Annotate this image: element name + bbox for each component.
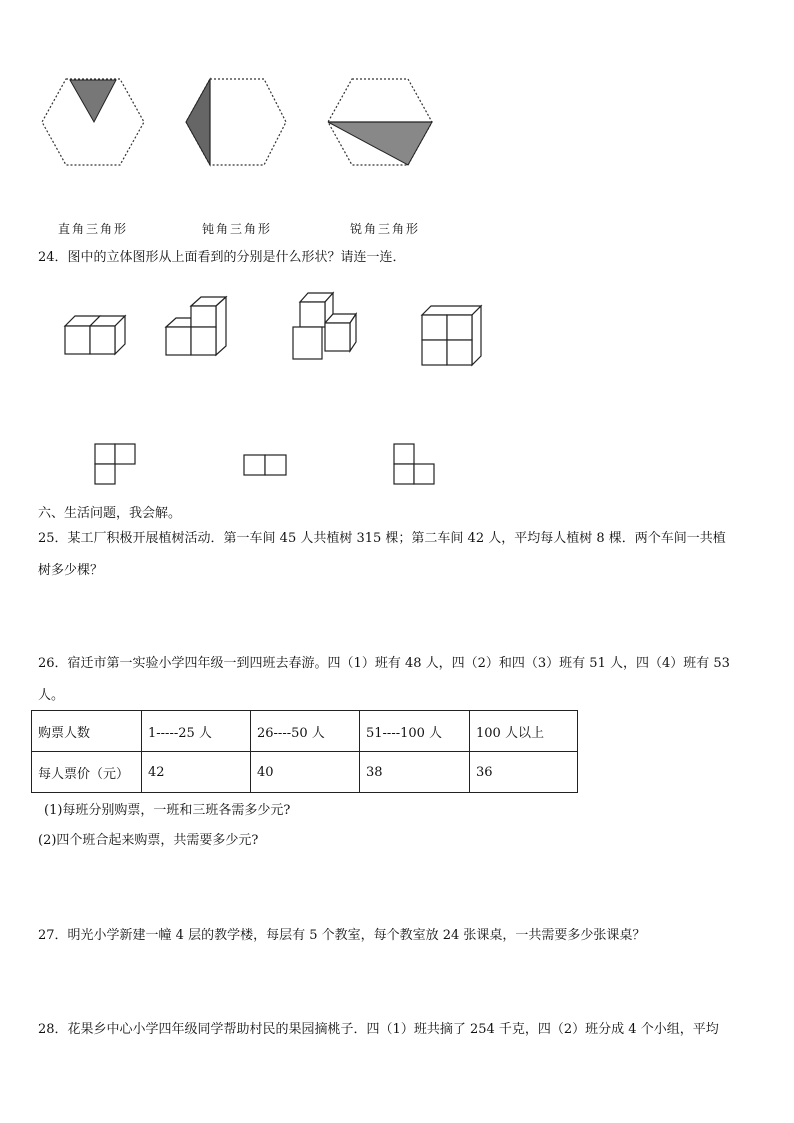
question-26-line-1: 26．宿迁市第一实验小学四年级一到四班去春游。四（1）班有 48 人，四（2）和四（3）班有 51 人，四（4）班有 53 [38, 656, 730, 671]
solid-figure-2 [163, 296, 227, 358]
solid-figure-1 [62, 312, 126, 356]
solid-figure-3 [290, 290, 358, 362]
caption-obtuse-triangle: 钝角三角形 [202, 222, 273, 236]
question-26-line-2: 人。 [38, 688, 65, 703]
question-26-sub-1: (1)每班分别购票，一班和三班各需多少元? [44, 803, 291, 818]
question-27: 27．明光小学新建一幢 4 层的教学楼，每层有 5 个教室，每个教室放 24 张课桌，一共需要多少张课桌？ [38, 928, 646, 943]
question-25-line-1: 25．某工厂积极开展植树活动．第一车间 45 人共植树 315 棵；第二车间 42 人，平均每人植树 8 棵．两个车间一共植 [38, 531, 726, 546]
table-cell: 42 [142, 752, 251, 793]
question-25-line-2: 树多少棵？ [38, 563, 104, 578]
solid-figure-4 [419, 303, 483, 367]
caption-right-triangle: 直角三角形 [58, 222, 129, 236]
table-row [32, 752, 578, 793]
table-cell: 26----50 人 [251, 711, 360, 752]
top-view-option-1[interactable] [94, 443, 136, 485]
table-cell: 40 [251, 752, 360, 793]
question-24: 24．图中的立体图形从上面看到的分别是什么形状？请连一连． [38, 250, 406, 265]
table-cell: 购票人数 [32, 711, 142, 752]
hexagon-acute-triangle-figure [326, 78, 434, 168]
hexagon-right-triangle-figure [40, 78, 146, 168]
question-28: 28．花果乡中心小学四年级同学帮助村民的果园摘桃子．四（1）班共摘了 254 千克，四（2）班分成 4 个小组，平均 [38, 1022, 719, 1037]
table-cell: 100 人以上 [470, 711, 578, 752]
top-view-option-2[interactable] [243, 454, 287, 476]
table-cell: 51----100 人 [360, 711, 470, 752]
table-cell: 36 [470, 752, 578, 793]
ticket-price-table [31, 710, 578, 793]
top-view-option-3[interactable] [393, 443, 435, 485]
table-cell: 38 [360, 752, 470, 793]
table-cell: 每人票价（元） [32, 752, 142, 793]
table-cell: 1-----25 人 [142, 711, 251, 752]
question-26-sub-2: (2)四个班合起来购票，共需要多少元? [38, 833, 259, 848]
caption-acute-triangle: 锐角三角形 [350, 222, 421, 236]
section-6-title: 六、生活问题，我会解。 [38, 506, 182, 521]
table-row [32, 711, 578, 752]
hexagon-obtuse-triangle-figure [184, 78, 288, 168]
